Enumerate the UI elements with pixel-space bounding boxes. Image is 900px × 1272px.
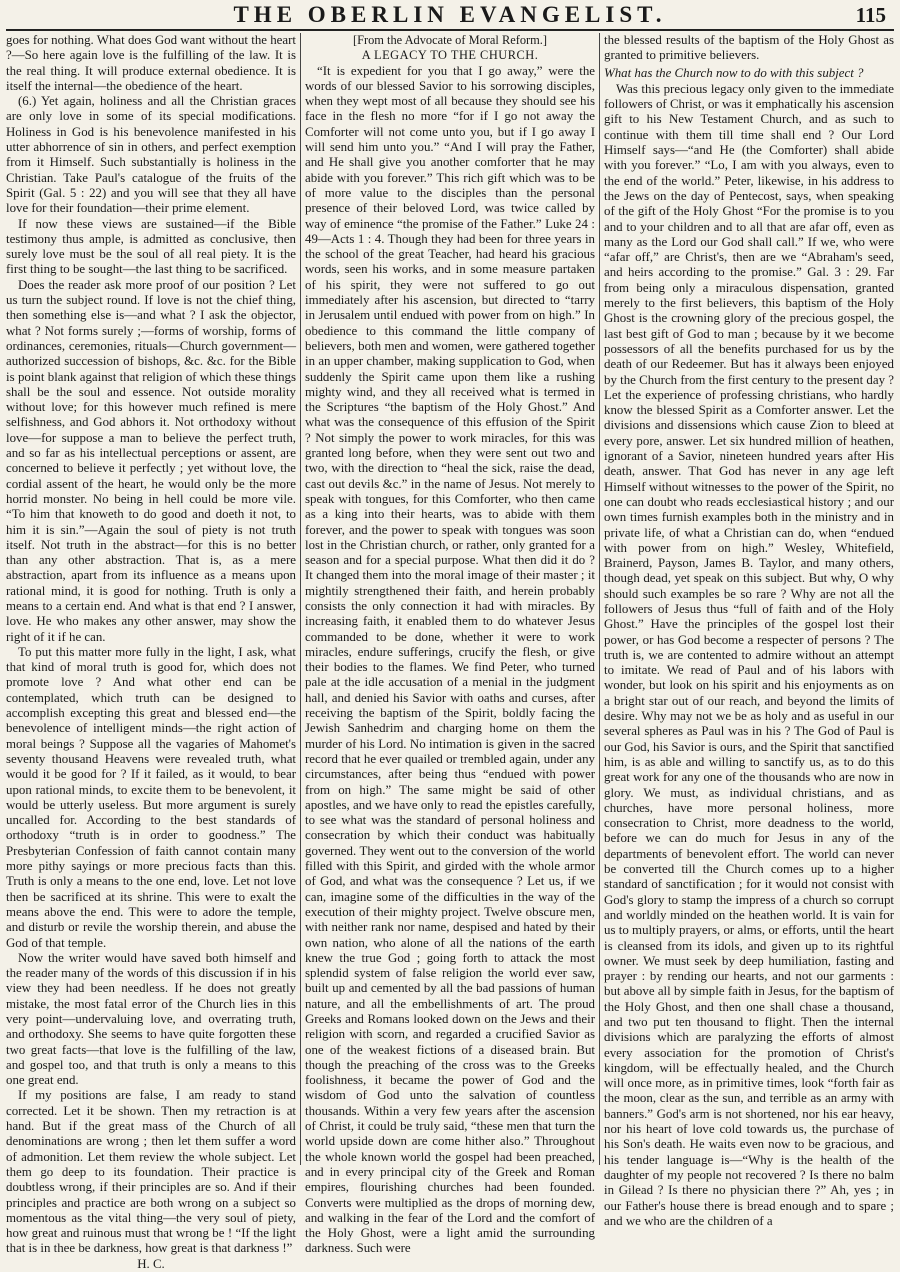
paragraph: If my positions are false, I am ready to stand corrected. Let it be shown. Then my retraction is at hand. But if the great mass of the Church of all denominations are wrong ; then let them suffer a word of admonition. Let them review the whole subject. Let them go deep to its foundation. Their practice is doubtless wrong, if their principles are so. And if their principles and practice are both wrong on a subject so momentous as the vital thing—the very soul of piety, how great and ruinous must that wrong be ! “If the light that is in thee be darkness, how great is that darkness !”: [6, 1088, 296, 1256]
masthead: [0, 0, 900, 30]
page-columns: [6, 33, 895, 1271]
paragraph: “It is expedient for you that I go away,” were the words of our blessed Savior to his sorrowing disciples, when they wept most of all because they should see his face in the flesh no more “for if I go not away the Comforter will not come unto you, but if I go away I will send him unto you.” “And I will pray the Father, and He shall give you another comforter that he may abide with you forever.” This rich gift which was to be of more value to the disciples than the personal presence of their beloved Lord, was twice called by way of eminence “the promise of the Father.” Luke 24 : 49—Acts 1 : 4. Though they had been for three years in the school of the great Teacher, had heard his gracious words, seen his works, and in some measure partaken of his spirit, they were not suffered to go out immediately after his ascension, but directed to “tarry in Jerusalem until endued with power from on high.” In obedience to this command the little company of believers, both men and women, were gathered together in an upper chamber, making supplication to God, when suddenly the Spirit came upon them like a rushing mighty wind, and they all received what is termed in the Scriptures “the baptism of the Holy Ghost.” And what was the consequence of this effusion of the Spirit ? Not simply the power to work miracles, for this was granted long before, when they were sent out two and two, with the direction to “heal the sick, raise the dead, cast out devils &c.” in the name of Jesus. Not merely to speak with tongues, for this Comforter, who then came as a king into their hearts, was to abide with them forever, and the power to speak with tongues was soon lost in the Christian church, or rather, only granted for a season and for a special purpose. What then did it do ? It changed them into the moral image of their master ; it mightily strengthened their faith, and herein probably consists the only connection it had with miracles. By increasing faith, it enabled them to do whatever Jesus commanded to be done, whether it were to work miracles, endure sufferings, crucify the flesh, or give their bodies to the flames. We find Peter, who turned pale at the idle accusation of a menial in the judgment hall, and denied his Savior with oaths and curses, after receiving the baptism of the Spirit, boldly facing the Jewish Sanhedrim and charging home on them the murder of his Lord. No intimation is given in the sacred record that he ever quailed or trembled again, under any circumstances, after being thus “endued with power from on high.” The same might be said of other apostles, and we have only to read the epistles carefully, to see what was the standard of personal holiness and consecration by which their conduct was habitually governed. They went out to the conversion of the world filled with this Spirit, and girded with the whole armor of God, and what was the consequence ? Let us, if we can, imagine some of the difficulties in the way of the execution of their mighty project. Twelve obscure men, with neither rank nor name, despised and hated by their own nation, who alone of all the nations of the earth knew the true God ; going forth to attack the most splendid system of false religion the world ever saw, built up and cemented by all the bad passions of human nature, and all the embellishments of art. The proud Greeks and Romans looked down on the Jews and their religion with scorn, and regarded a crucified Savior as one of the weakest fictions of a diseased brain. But though the preaching of the cross was to the Greeks foolishness, it became the power of God and the wisdom of God unto the salvation of countless thousands. Within a very few years after the ascension of Christ, it could be truly said, “these men that turn the world upside down are come hither also.” Throughout the whole known world the gospel had been preached, and in every principal city of the Greek and Roman empires, flourishing churches had been founded. Converts were multiplied as the drops of morning dew, and walking in the fear of the Lord and the comfort of the Holy Ghost, were a light amid the surrounding darkness. Such were: [305, 63, 595, 1256]
column-divider-1: [300, 33, 301, 1165]
column-3: [604, 33, 895, 1228]
column-2: [305, 33, 595, 1256]
article-title: A LEGACY TO THE CHURCH.: [361, 48, 539, 63]
paragraph: Now the writer would have saved both himself and the reader many of the words of this discussion if in his view they had been needless. If he does not greatly mistake, the most fatal error of the Church lies in this very point—undervaluing love, and overrating truth, and orthodoxy. She seems to have quite forgotten these two great facts—that love is the fulfilling of the law, and gospel too, and that truth is only a means to this one great end.: [6, 950, 296, 1088]
paragraph: To put this matter more fully in the light, I ask, what that kind of moral truth is good for, which does not promote love ? And what other end can be contemplated, which truth can be designed to accomplish excepting this great and blessed end—the benevolence of intelligent minds—the right action of moral beings ? Suppose all the vagaries of Mahomet's seventy thousand Heavens were revealed truth, what would it be good for ? If it failed, as it would, to bear upon rational minds, to excite them to be benevolent, it would be utterly useless. But more argument is surely uncalled for. According to the best standards of orthodoxy “truth is in order to goodness.” The Presbyterian Confession of faith cannot contain many more pithy sayings or more precious facts than this. Truth is only a means to the one end, love. Let not love then be sacrificed at its shrine. This were to exalt the means above the end. This were to adore the temple, and disturb or revile the worship therein, and abuse the God of that temple.: [6, 644, 296, 950]
signature: H. C.: [137, 1256, 165, 1271]
header-rule: [6, 29, 894, 31]
paragraph: the blessed results of the baptism of the Holy Ghost as granted to primitive believers.: [604, 33, 894, 63]
column-divider-2: [599, 33, 600, 1165]
newspaper-title: THE OBERLIN EVANGELIST.: [233, 2, 667, 27]
paragraph: Does the reader ask more proof of our position ? Let us turn the subject round. If love is not the chief thing, then something else is—and what ? I ask the objector, what ? Not forms surely ;—forms of worship, forms of ordinances, ceremonies, rituals—Church government—authorized succession of bishops, &c. &c. for the Bible is point blank against that religion of which these things shall be the soul and essence. Not outside morality without love; for this however much refined is mere selfishness, and God abhors it. Not orthodoxy without love—for suppose a man to believe the perfect truth, and so far as his intellectual perceptions or assent, are concerned to believe it perfectly ; yet without love, the cordial assent of the heart, he would only be the more horrid monster. No being in hell could be more vile. “To him that knoweth to do good and doeth it not, to him it is sin.”—Again the soul of piety is not truth itself. Not truth in the abstract—for this is no better than any other abstraction. That is, as a mere abstraction, apart from its influence as a means upon rational mind, it is good for nothing. Truth is only a means to a certain end. And what is that end ? I answer, love. He who makes any other answer, may show the right of it if he can.: [6, 277, 296, 644]
page-number: 115: [855, 3, 886, 27]
paragraph: (6.) Yet again, holiness and all the Christian graces are only love in some of its special modifications. Holiness in God is his benevolence manifested in his utter abhorrence of sin in others, and perfect exemption from it Himself. Such substantially is holiness in the Christian. Take Paul's catalogue of the fruits of the Spirit (Gal. 5 : 22) and you will see that they all have love for their foundation—their prime element.: [6, 94, 296, 216]
paragraph: goes for nothing. What does God want without the heart ?—So here again love is the fulfilling of the law. It is the real thing. It will produce external obedience. It is itself the internal—the obedience of the heart.: [6, 33, 296, 93]
paragraph: Was this precious legacy only given to the immediate followers of Christ, or was it emphatically his ascension gift to his New Testament Church, and as such to continue with them till time shall end ? Our Lord Himself says—“and He (the Comforter) shall abide with you forever.” “Lo, I am with you always, even to the end of the world.” Peter, likewise, in his address to the Jews on the day of Pentecost, says, when speaking of the gift of the Holy Ghost “For the promise is to you and to your children and to all that are afar off, even as many as the Lord our God shall call.” If we, who were “afar off,” are Christ's, then are we “Abraham's seed, and heirs according to the promise.” Gal. 3 : 29. Far from being only a miraculous dispensation, granted merely to the first believers, this baptism of the Holy Ghost is the crowning glory of the precious gospel, the last best gift of God to man ; because by it we become possessors of all the benefits purchased for us by the death of our Redeemer. But has it always been enjoyed by the Church from the first century to the present day ? Let the experience of professing christians, who hardly know the blessed Spirit as a Comforter answer. Let the divisions and dissensions which cause Zion to bleed at every pore, answer. Let six hundred million of heathen, ignorant of a Savior, nineteen hundred years after His death, answer. That God has never in any age left Himself without witnesses to the power of the Spirit, no one can doubt who reads ecclesiastical history ; and our own times furnish examples both in the ministry and in private life, of what a Christian can do, when “endued with power from on high.” Wesley, Whitefield, Brainerd, Payson, James B. Taylor, and many others, though dead, yet speak on this subject. But why, O why should such examples be so rare ? Why are not all the followers of Jesus thus “full of faith and of the Holy Ghost.” Have the principles of the gospel lost their power, or has God become a respecter of persons ? The truth is, we are contented to admire without an attempt to imitate. We read of Paul and of his labors with wonder, but look on his spirit and his enjoyments as on a bright star out of our reach, and beyond the limits of desire. Why may not we be as holy and as useful in our several spheres as Paul was in his ? The God of Paul is our God, his Savior is ours, and the Spirit that sanctified him, is as able and willing to sanctify us, as to do this great work for any one of the thousands who are now in glory. We must, as individual christians, and as churches, have more personal holiness, more consecration to Christ, more deadness to the world, before we can do much for Jesus in any of the departments of benevolent effort. The world can never be converted till the Church comes up to a higher standard of sanctification ; for it would not consist with God's glory to stamp the impress of a church so corrupt and worldly minded on the heathen world. It is vain for us to multiply prayers, or alms, or efforts, until the heart is cleansed from its idols, and given up to its rightful owner. We must seek by deep humiliation, fasting and prayer : by rending our hearts, and not our garments : but above all by simple faith in Jesus, for the baptism of the Holy Ghost, and then one shall chase a thousand, and two put ten thousand to flight. Then the internal divisions which are paralyzing the efforts of almost every association for the promotion of Christ's kingdom, will be effectually healed, and the Church will once more, as in primitive times, look “forth fair as the moon, clear as the sun, and terrible as an army with banners.” God's arm is not shortened, nor his ear heavy, nor his heart of love cold towards us, the purchase of his Son's death. He waits even now to be gracious, and his tender language is—“Why is the health of the daughter of my people not recovered ? Is there no balm in Gilead ? Is there no physician there ?” Ah, yes ; in our Father's house there is bread enough and to spare ; and we who are the children of a: [604, 81, 895, 1228]
column-1: [6, 33, 296, 1271]
section-subheading: What has the Church now to do with this subject ?: [604, 65, 864, 80]
article-source: [From the Advocate of Moral Reform.]: [352, 33, 548, 47]
paragraph: If now these views are sustained—if the Bible testimony thus ample, is admitted as conclusive, then surely love must be the soul of all real piety. It is the first thing to be sought—the last thing to be sacrificed.: [6, 216, 296, 277]
